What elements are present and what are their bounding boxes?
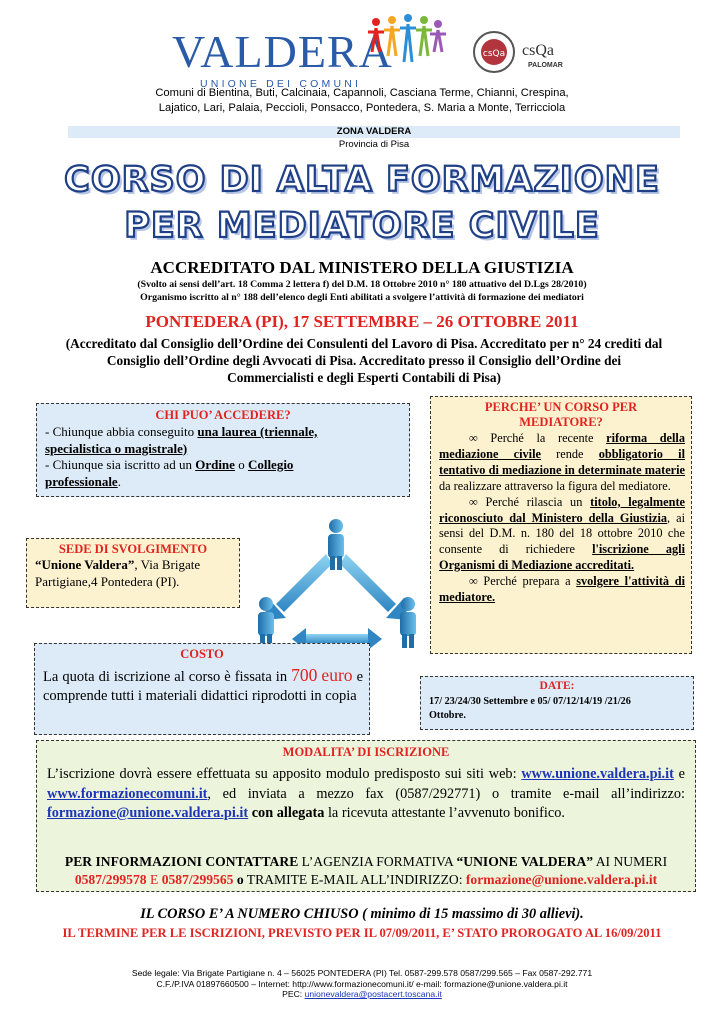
costo-title: COSTO [180, 647, 224, 661]
modalita-text: L’iscrizione dovrà essere effettuata su apposito modulo predisposto sui siti web: [47, 766, 522, 782]
provincia-label: Provincia di Pisa [338, 139, 410, 150]
footer-pec-label: PEC: [282, 989, 305, 1000]
accreditation-sub-2: Organismo iscritto al n° 188 dell’elenco degli Enti abilitati a svolgere l’attività di formazione dei mediatori [140, 292, 584, 303]
date-box [420, 676, 694, 730]
comuni-list [90, 86, 634, 116]
info-text: TRAMITE E-MAIL ALL’INDIRIZZO: [243, 872, 466, 887]
accreditation-para-line-2: Consiglio dell’Ordine degli Avvocati di Pisa. Accreditato presso il Consiglio dell’Ordine dei [106, 353, 622, 368]
comuni-line-1: Comuni di Bientina, Buti, Calcinaia, Capannoli, Casciana Terme, Chianni, Crespina, [155, 87, 569, 99]
people-logo-icon [366, 12, 446, 82]
perche-title-line-1: PERCHE’ UN CORSO PER [484, 400, 638, 414]
modalita-body [47, 765, 685, 824]
accreditation-para-line-1: (Accreditato dal Consiglio dell’Ordine dei Consulenti del Lavoro di Pisa. Accreditato per n° 24 crediti dal [65, 336, 663, 351]
perche-text: ∞ Perché la recente [469, 431, 607, 445]
chi-text: o [234, 457, 248, 472]
people-arrows-illustration [246, 512, 428, 664]
perche-corso-box [430, 396, 692, 654]
costo-box [34, 643, 370, 735]
chi-text: . [117, 473, 121, 489]
perche-text: riforma della mediazione civile [439, 431, 686, 461]
formazionecomuni-link[interactable]: www.formazionecomuni.it [47, 785, 208, 802]
footer-line-1: Sede legale: Via Brigate Partigiane n. 4 – 56025 PONTEDERA (PI) Tel. 0587-299.578 0587/299.565 – Fax 0587-292.771 [131, 968, 593, 978]
chi-lines [45, 424, 405, 490]
perche-text: ∞ Perché prepara a [469, 574, 577, 589]
svg-text:csQa: csQa [482, 49, 506, 59]
date-line-2: Ottobre. [429, 709, 466, 721]
modalita-text: la ricevuta attestante l’avvenuto bonifico. [324, 805, 565, 821]
perche-text: da realizzare attraverso la figura del mediatore. [439, 478, 671, 493]
chi-text: una laurea (triennale, [197, 424, 318, 439]
accreditation-paragraph [30, 335, 698, 386]
perche-title [431, 400, 691, 430]
sede-body [35, 557, 233, 590]
perche-text: , ai sensi del D.M. n. 180 del 18 ottobre 2010 che consente di richiedere [439, 510, 685, 557]
chi-text: - Chiunque sia iscritto ad un [45, 457, 196, 472]
sede-addr-1: , Via Brigate [134, 557, 201, 572]
phone-2: 0587/299565 [161, 872, 234, 887]
perche-text: svolgere l'attività di mediatore. [439, 574, 685, 605]
perche-text: rende [540, 446, 599, 461]
costo-price: 700 [291, 665, 318, 685]
accreditation-sub-1: (Svolto ai sensi dell’art. 18 Comma 2 lettera f) del D.M. 18 Ottobre 2010 n° 180 attuativo del D.Lgs 28/2010) [137, 279, 587, 290]
costo-text: La quota di iscrizione al corso è fissata in [43, 669, 292, 685]
csqa-sub: PALOMAR [528, 62, 563, 69]
info-email: formazione@unione.valdera.pi.it [465, 872, 658, 887]
info-text: L’AGENZIA FORMATIVA [298, 854, 457, 869]
modalita-text: e [673, 766, 686, 782]
perche-reason-2 [439, 495, 685, 575]
perche-text: titolo, legalmente riconosciuto dal Ministero della Giustizia [439, 494, 685, 525]
comuni-line-2: Lajatico, Lari, Palaia, Peccioli, Ponsacco, Pontedera, S. Maria a Monte, Terricciola [158, 102, 566, 114]
chi-text: Collegio [247, 457, 294, 472]
info-text: “UNIONE VALDERA” [456, 854, 594, 869]
numero-chiuso-note: IL CORSO E’ A NUMERO CHIUSO ( minimo di 15 massimo di 30 allievi). [140, 906, 584, 922]
sede-title: SEDE DI SVOLGIMENTO [58, 542, 208, 556]
chi-puo-accedere-box [36, 403, 410, 497]
csqa-label: csQa [522, 42, 554, 59]
sede-addr-2: Partigiane,4 Pontedera (PI). [35, 573, 180, 589]
zona-title: ZONA VALDERA [336, 126, 412, 137]
modalita-iscrizione-box [36, 740, 696, 892]
info-text: PER INFORMAZIONI CONTATTARE [64, 854, 299, 869]
perche-text: obbligatorio il tentativo di mediazione in determinate materie [439, 446, 685, 477]
sede-name: “Unione Valdera” [35, 557, 135, 572]
costo-body [43, 666, 363, 706]
modalita-text: con allegata [248, 805, 325, 821]
chi-text: Ordine [195, 457, 235, 472]
date-title: DATE: [539, 680, 575, 692]
csqa-certification [518, 42, 578, 72]
perche-reason-3 [439, 574, 685, 606]
chi-text: - Chiunque abbia conseguito [45, 424, 198, 439]
footer-line-2: C.F./P.IVA 01897660500 – Internet: http://www.formazionecomuni.it/ e-mail: formazione@unione.valdera.pi.it [156, 978, 568, 989]
info-line-1 [47, 853, 685, 870]
headline-line-2: PER MEDIATORE CIVILE [124, 206, 600, 246]
footer [40, 968, 684, 1000]
unione-valdera-link[interactable]: www.unione.valdera.pi.it [521, 766, 674, 782]
info-text: o [233, 872, 244, 887]
accreditation-heading: ACCREDITATO DAL MINISTERO DELLA GIUSTIZIA [150, 258, 574, 277]
info-text: E [146, 872, 162, 887]
logo-wordmark: VALDERA [172, 26, 393, 77]
date-line-1: 17/ 23/24/30 Settembre e 05/ 07/12/14/19 /21/26 [429, 696, 631, 707]
chi-text: specialistica o magistrale) [45, 440, 188, 456]
csqa-badge-icon [472, 30, 516, 74]
chi-text: professionale [45, 473, 118, 489]
phone-1: 0587/299578 [74, 872, 147, 887]
chi-title: CHI PUO’ ACCEDERE? [155, 408, 291, 422]
city-dates: PONTEDERA (PI), 17 SETTEMBRE – 26 OTTOBRE 2011 [145, 312, 579, 331]
headline-line-1: CORSO DI ALTA FORMAZIONE [64, 160, 660, 200]
logo-tagline: UNIONE DEI COMUNI [200, 78, 362, 90]
modalita-text: , ed inviata a mezzo fax (0587/292771) o tramite e-mail all’indirizzo: [207, 785, 685, 802]
date-body [429, 695, 687, 722]
info-line-2 [47, 871, 685, 888]
sede-box [26, 538, 240, 608]
termine-iscrizioni-note: IL TERMINE PER LE ISCRIZIONI, PREVISTO PER IL 07/09/2011, E’ STATO PROROGATO AL 16/09/2011 [62, 926, 662, 940]
costo-currency: euro [321, 665, 353, 685]
perche-text: l'iscrizione agli Organismi di Mediazione accreditati. [439, 542, 685, 573]
perche-reason-1 [439, 431, 685, 495]
info-text: AI NUMERI [593, 854, 668, 869]
accreditation-para-line-3: Commercialisti e degli Esperti Contabili di Pisa) [227, 370, 501, 385]
modalita-title: MODALITA’ DI ISCRIZIONE [282, 745, 450, 759]
costo-text: e comprende tutti i materiali didattici riprodotti in copia [43, 669, 364, 704]
perche-body [439, 431, 685, 606]
pec-email-link[interactable]: unionevaldera@postacert.toscana.it [304, 989, 442, 1000]
formazione-email-link[interactable]: formazione@unione.valdera.pi.it [47, 805, 249, 821]
perche-title-line-2: MEDIATORE? [519, 415, 603, 429]
perche-text: ∞ Perché rilascia un [469, 494, 591, 509]
